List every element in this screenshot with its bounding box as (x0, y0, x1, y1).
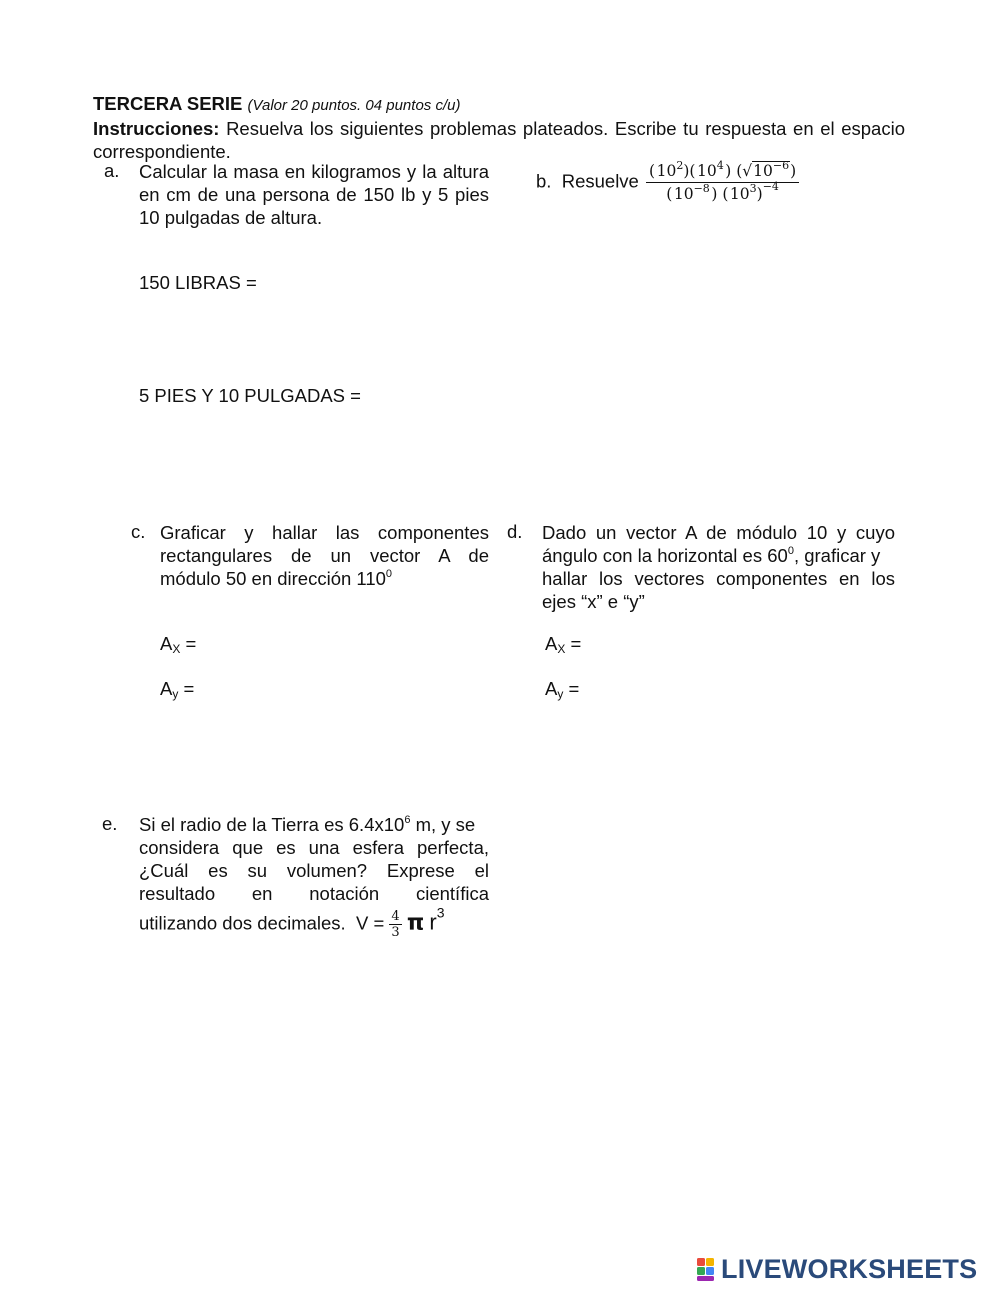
logo-blocks-icon (697, 1258, 717, 1282)
problem-a-text: Calcular la masa en kilogramos y la altura en cm de una persona de 150 lb y 5 pies 10 pulgadas de altura. (139, 161, 489, 228)
instructions (93, 117, 905, 163)
answer-pies-label: 5 PIES Y 10 PULGADAS = (139, 385, 361, 406)
fraction-numerator: ( $10^2$)( $10^4$ ) $(√10^{-6})$ (646, 162, 799, 183)
instructions-text: Resuelva los siguientes problemas plateados. Escribe tu respuesta en el espacio correspondiente. (93, 118, 905, 162)
problem-d-text: Dado un vector A de módulo 10 y cuyo ángulo con la horizontal es $60^0$, graficar y hallar los vectores componentes en los ejes “x” e “y” (542, 522, 895, 612)
series-title: TERCERA SERIE (93, 93, 243, 114)
problem-d-marker: d. (507, 521, 523, 542)
problem-a-marker: a. (104, 160, 120, 181)
problem-c-ax-label: $A_X$ = (160, 633, 197, 656)
problem-c-ay-label: $A_y$ = (160, 678, 195, 701)
volume-formula-line: utilizando dos decimales. V = $\frac{4}{3}$ π $r^3$ (139, 904, 445, 940)
problem-b-marker: b. (536, 170, 552, 192)
problem-b (536, 159, 799, 203)
value-note: (Valor 20 puntos. 04 puntos c/u) (247, 97, 461, 114)
problem-d-ax-label: $A_X$ = (545, 633, 582, 656)
fraction-denominator: ( $10^{-8}$ ) ( $10^3)^{-4}$ (666, 180, 779, 203)
header-title-line (93, 94, 905, 116)
header (93, 94, 905, 163)
sqrt-symbol: √ (742, 162, 753, 180)
problem-c-text: Graficar y hallar las componentes rectangulares de un vector A de módulo 50 en dirección $110^0$ (160, 522, 489, 589)
problem-e-text: Si el radio de la Tierra es $6.4x10^6$ m, y se considera que es una esfera perfecta, ¿Cuál es su volumen? Exprese el resultado en notación científica utilizando dos decimales. V = $\frac{4}{3}$ π $r^3$ (139, 814, 489, 940)
instructions-label: Instrucciones: (93, 118, 220, 139)
answer-libras-label: 150 LIBRAS = (139, 272, 257, 293)
four-thirds-fraction: $\frac{4}{3}$ (391, 909, 400, 940)
exponent-fraction (646, 159, 799, 203)
liveworksheets-logo (697, 1254, 977, 1285)
problem-c-marker: c. (131, 521, 146, 542)
problem-d-ay-label: $A_y$ = (545, 678, 580, 701)
problem-e-marker: e. (102, 813, 118, 834)
pi-symbol: π (406, 910, 425, 936)
problem-b-text: Resuelve (561, 170, 639, 192)
logo-text: LIVEWORKSHEETS (721, 1254, 978, 1284)
